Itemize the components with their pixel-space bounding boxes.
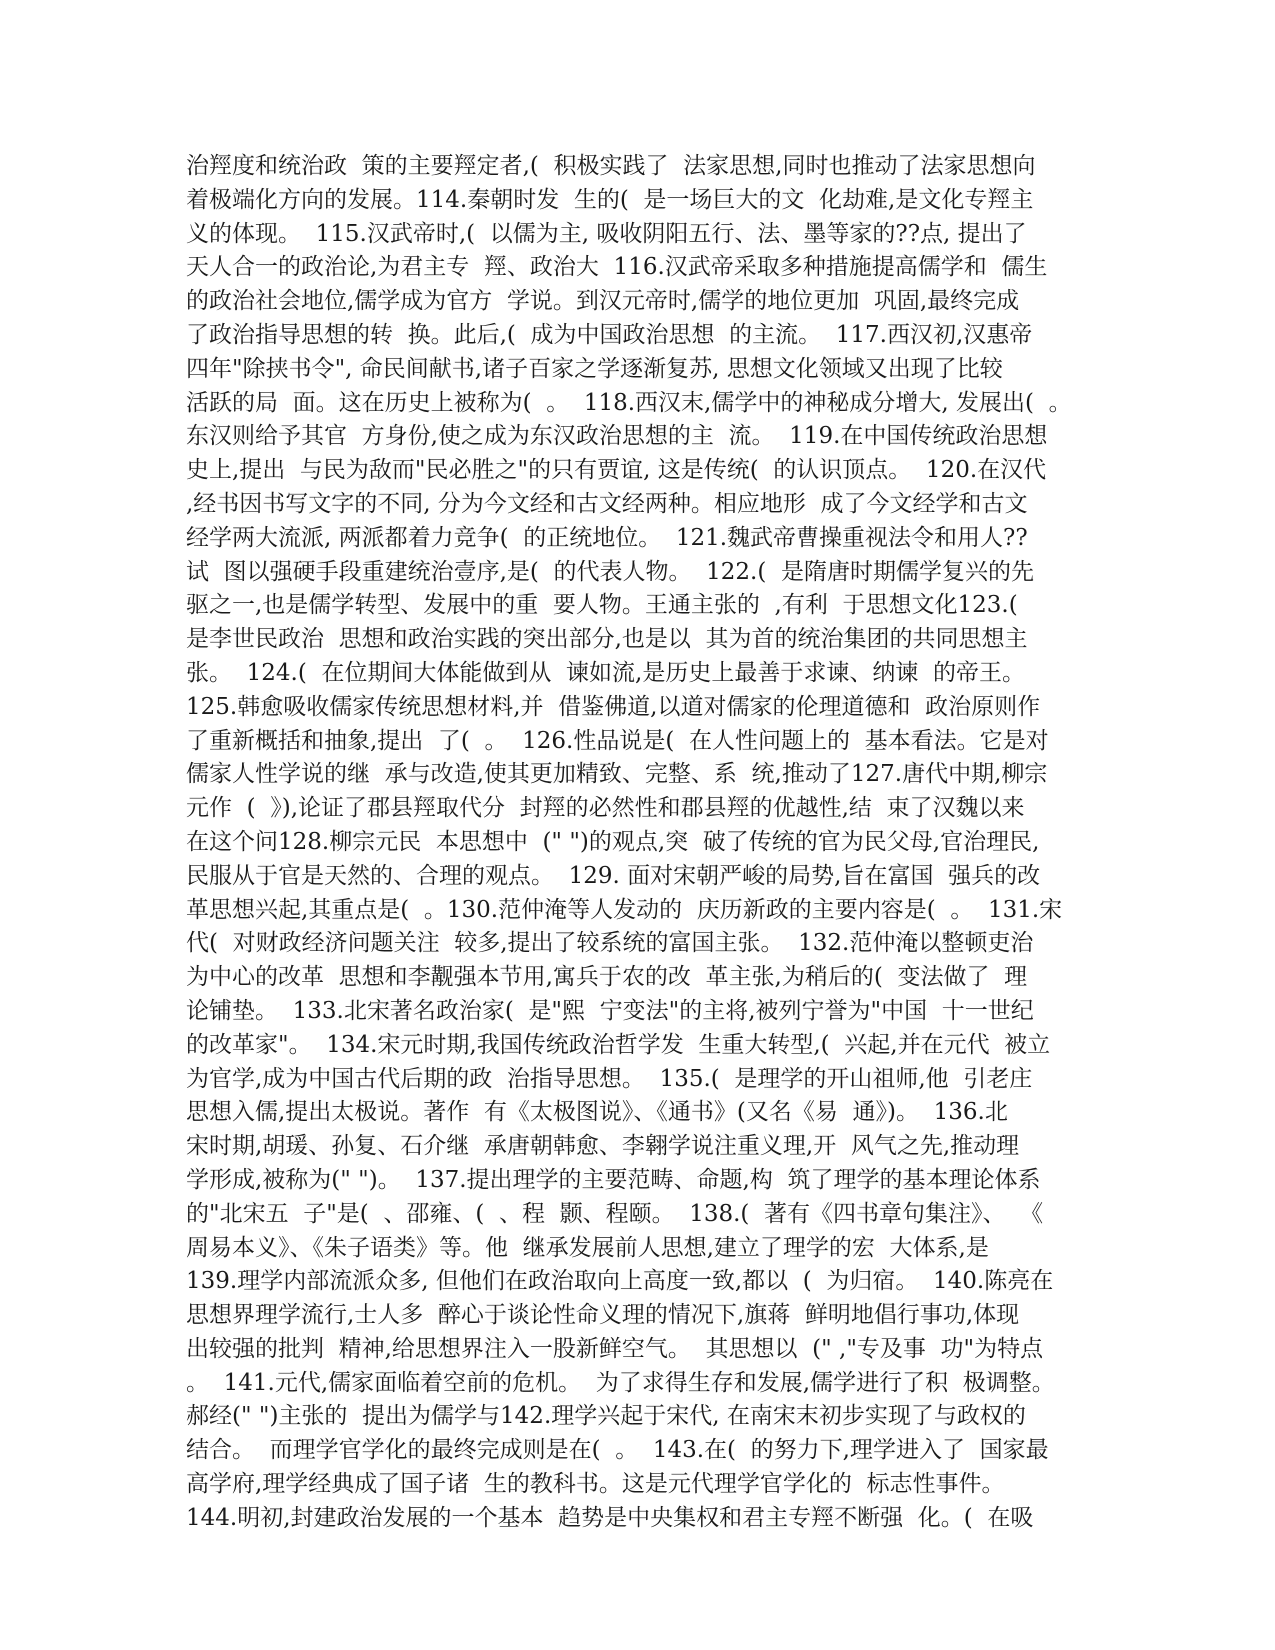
body-text: [186, 150, 1086, 1536]
text-line: 125.韩愈吸收儒家传统思想材料,并 借鉴佛道,以道对儒家的伦理道德和 政治原则作: [186, 693, 1041, 720]
text-line: 139.理学内部流派众多, 但他们在政治取向上高度一致,都以 ( 为归宿。 140.陈亮在: [186, 1268, 1054, 1295]
text-line: 革思想兴起,其重点是( 。130.范仲淹等人发动的 庆历新政的主要内容是( 。 131.宋: [186, 896, 1063, 923]
text-line: 元作 ( 》),论证了郡县羥取代分 封羥的必然性和郡县羥的优越性,结 束了汉魏以来: [186, 795, 1025, 822]
text-line: 的改革家"。 134.宋元时期,我国传统政治哲学发 生重大转型,( 兴起,并在元代 被立: [186, 1031, 1051, 1058]
text-line: 着极端化方向的发展。114.秦朝时发 生的( 是一场巨大的文 化劫难,是文化专羥主: [186, 186, 1034, 213]
text-line: 144.明初,封建政治发展的一个基本 趋势是中央集权和君主专羥不断强 化。( 在吸: [186, 1504, 1034, 1531]
text-line: 思想界理学流行,士人多 醉心于谈论性命义理的情况下,旗蒋 鲜明地倡行事功,体现: [186, 1302, 1020, 1329]
text-line: ,经书因书写文字的不同, 分为今文经和古文经两种。相应地形 成了今文经学和古文: [186, 490, 1028, 517]
text-line: 治羥度和统治政 策的主要羥定者,( 积极实践了 法家思想,同时也推动了法家思想向: [186, 153, 1036, 179]
text-line: 了政治指导思想的转 换。此后,( 成为中国政治思想 的主流。 117.西汉初,汉惠帝: [186, 321, 1033, 348]
text-line: 的"北宋五 子"是( 、邵雍、( 、程 颢、程颐。 138.( 著有《四书章句集注》、 《: [186, 1200, 1044, 1227]
text-line: 学形成,被称为(" ")。 137.提出理学的主要范畴、命题,构 筑了理学的基本理论体系: [186, 1166, 1041, 1193]
text-line: 张。 124.( 在位期间大体能做到从 谏如流,是历史上最善于求谏、纳谏 的帝王。: [186, 659, 1025, 686]
text-line: 出较强的批判 精神,给思想界注入一股新鲜空气。 其思想以 (" ,"专及事 功"为特点: [186, 1335, 1044, 1362]
text-line: 天人合一的政治论,为君主专 羥、政治大 116.汉武帝采取多种措施提高儒学和 儒生: [186, 254, 1048, 281]
text-line: 驱之一,也是儒学转型、发展中的重 要人物。王通主张的 ,有利 于思想文化123.(: [186, 592, 1018, 619]
text-line: 郝经(" ")主张的 提出为儒学与142.理学兴起于宋代, 在南宋末初步实现了与政权的: [186, 1403, 1026, 1430]
text-line: 高学府,理学经典成了国子诸 生的教科书。这是元代理学官学化的 标志性事件。: [186, 1471, 1005, 1498]
text-line: 了重新概括和抽象,提出 了( 。 126.性品说是( 在人性问题上的 基本看法。它是对: [186, 727, 1049, 754]
text-line: 。 141.元代,儒家面临着空前的危机。 为了求得生存和发展,儒学进行了积 极调整。: [186, 1369, 1055, 1396]
text-line: 是李世民政治 思想和政治实践的突出部分,也是以 其为首的统治集团的共同思想主: [186, 626, 1028, 653]
text-line: 宋时期,胡瑗、孙复、石介继 承唐朝韩愈、李翱学说注重义理,开 风气之先,推动理: [186, 1133, 1020, 1160]
text-line: 民服从于官是天然的、合理的观点。 129. 面对宋朝严峻的局势,旨在富国 强兵的改: [186, 862, 1041, 889]
text-line: 东汉则给予其官 方身份,使之成为东汉政治思想的主 流。 119.在中国传统政治思想: [186, 423, 1048, 450]
text-line: 在这个问128.柳宗元民 本思想中 (" ")的观点,突 破了传统的官为民父母,官治理民,: [186, 828, 1040, 855]
text-line: 义的体现。 115.汉武帝时,( 以儒为主, 吸收阴阳五行、法、墨等家的??点, 提出了: [186, 220, 1027, 247]
text-line: 代( 对财政经济问题关注 较多,提出了较系统的富国主张。 132.范仲淹以整顿吏治: [186, 930, 1034, 957]
text-line: 的政治社会地位,儒学成为官方 学说。到汉元帝时,儒学的地位更加 巩固,最终完成: [186, 288, 1020, 315]
text-line: 为官学,成为中国古代后期的政 治指导思想。 135.( 是理学的开山祖师,他 引老庄: [186, 1065, 1033, 1092]
text-line: 思想入儒,提出太极说。著作 有《太极图说》、《通书》(又名《易 通》)。 136.北: [186, 1099, 1008, 1126]
text-line: 论铺垫。 133.北宋著名政治家( 是"熙 宁变法"的主将,被列宁誉为"中国 十一世纪: [186, 997, 1034, 1024]
text-line: 试 图以强硬手段重建统治壹序,是( 的代表人物。 122.( 是隋唐时期儒学复兴的先: [186, 558, 1034, 585]
text-line: 经学两大流派, 两派都着力竞争( 的正统地位。 121.魏武帝曹操重视法令和用人??: [186, 524, 1028, 551]
text-line: 史上,提出 与民为敌而"民必胜之"的只有贾谊, 这是传统( 的认识顶点。 120.在汉代: [186, 457, 1047, 484]
text-line: 活跃的局 面。这在历史上被称为( 。 118.西汉末,儒学中的神秘成分增大, 发展出( 。: [186, 389, 1072, 416]
text-line: 儒家人性学说的继 承与改造,使其更加精致、完整、系 统,推动了127.唐代中期,柳宗: [186, 761, 1048, 788]
text-line: 四年"除挟书令", 命民间献书,诸子百家之学逐渐复苏, 思想文化领域又出现了比较: [186, 355, 1003, 382]
text-line: 为中心的改革 思想和李觏强本节用,寓兵于农的改 革主张,为稍后的( 变法做了 理: [186, 964, 1028, 991]
text-line: 结合。 而理学官学化的最终完成则是在( 。 143.在( 的努力下,理学进入了 国家最: [186, 1437, 1049, 1464]
text-line: 周易本义》、《朱子语类》等。他 继承发展前人思想,建立了理学的宏 大体系,是: [186, 1234, 989, 1261]
